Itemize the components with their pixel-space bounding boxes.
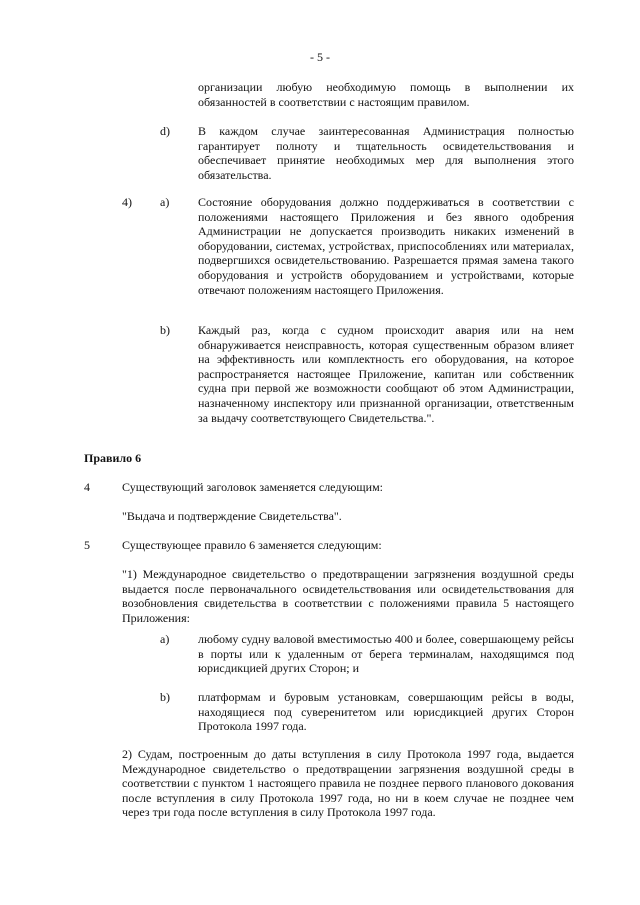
item-4a-label: a) [160,195,170,209]
amend-5-number: 5 [84,538,90,552]
amend-5-paragraph-1: "1) Международное свидетельство о предотвращении загрязнения воздушной среды выдается после первоначального освидетельствования или освидетельствования для возобновления свидетельства в соответствии с положениями правила 5 настоящего Приложения: [122,567,574,625]
item-d-label: d) [160,124,170,138]
continued-paragraph: организации любую необходимую помощь в выполнении их обязанностей в соответствии с настоящим правилом. [198,80,574,109]
item-4a-text: Состояние оборудования должно поддерживаться в соответствии с положениями настоящего Приложения и без явного одобрения Администрации не допускается производить никаких изменений в оборудовании, системах, устройствах, приспособлениях или материалах, подвергшихся освидетельствованию. Разрешается прямая замена такого оборудования и устройств оборудованием и устройствами, которые отвечают положениям настоящего Приложения. [198,195,574,297]
page-number: - 5 - [310,50,330,64]
amend-5-text: Существующее правило 6 заменяется следующим: [122,538,382,552]
item-4b-text: Каждый раз, когда с судном происходит авария или на нем обнаруживается неисправность, которая существенным образом влияет на эффективность или комплектность его оборудования, на которое распространяется настоящее Приложение, капитан или собственник судна при первой же возможности сообщают об этом Администрации, назначенному инспектору или признанной организации, ответственным за выдачу соответствующего Свидетельства.". [198,323,574,425]
item-4b-label: b) [160,323,170,337]
amend-4-text: Существующий заголовок заменяется следующим: [122,480,384,494]
item-4-number: 4) [122,195,132,209]
section-heading: Правило 6 [84,451,142,465]
item-d-text: В каждом случае заинтересованная Администрация полностью гарантирует полноту и тщательность освидетельствования и обеспечивает принятие необходимых мер для выполнения этого обязательства. [198,124,574,182]
amend-5a-text: любому судну валовой вместимостью 400 и более, совершающему рейсы в порты или к удаленным от берега терминалам, находящимся под юрисдикцией других Сторон; и [198,632,574,676]
amend-5b-label: b) [160,690,170,704]
amend-4-number: 4 [84,480,90,494]
amend-5b-text: платформам и буровым установкам, совершающим рейсы в воды, находящиеся под суверенитетом или юрисдикцией других Сторон Протокола 1997 года. [198,690,574,734]
amend-5a-label: a) [160,632,170,646]
amend-4-quote: "Выдача и подтверждение Свидетельства". [122,509,342,523]
amend-5-paragraph-2: 2) Судам, построенным до даты вступления в силу Протокола 1997 года, выдается Международное свидетельство о предотвращении загрязнения воздушной среды в соответствии с пунктом 1 настоящего правила не позднее первого планового докования после вступления в силу Протокола 1997 года, но ни в коем случае не позднее чем через три года после вступления в силу Протокола 1997 года. [122,747,574,820]
